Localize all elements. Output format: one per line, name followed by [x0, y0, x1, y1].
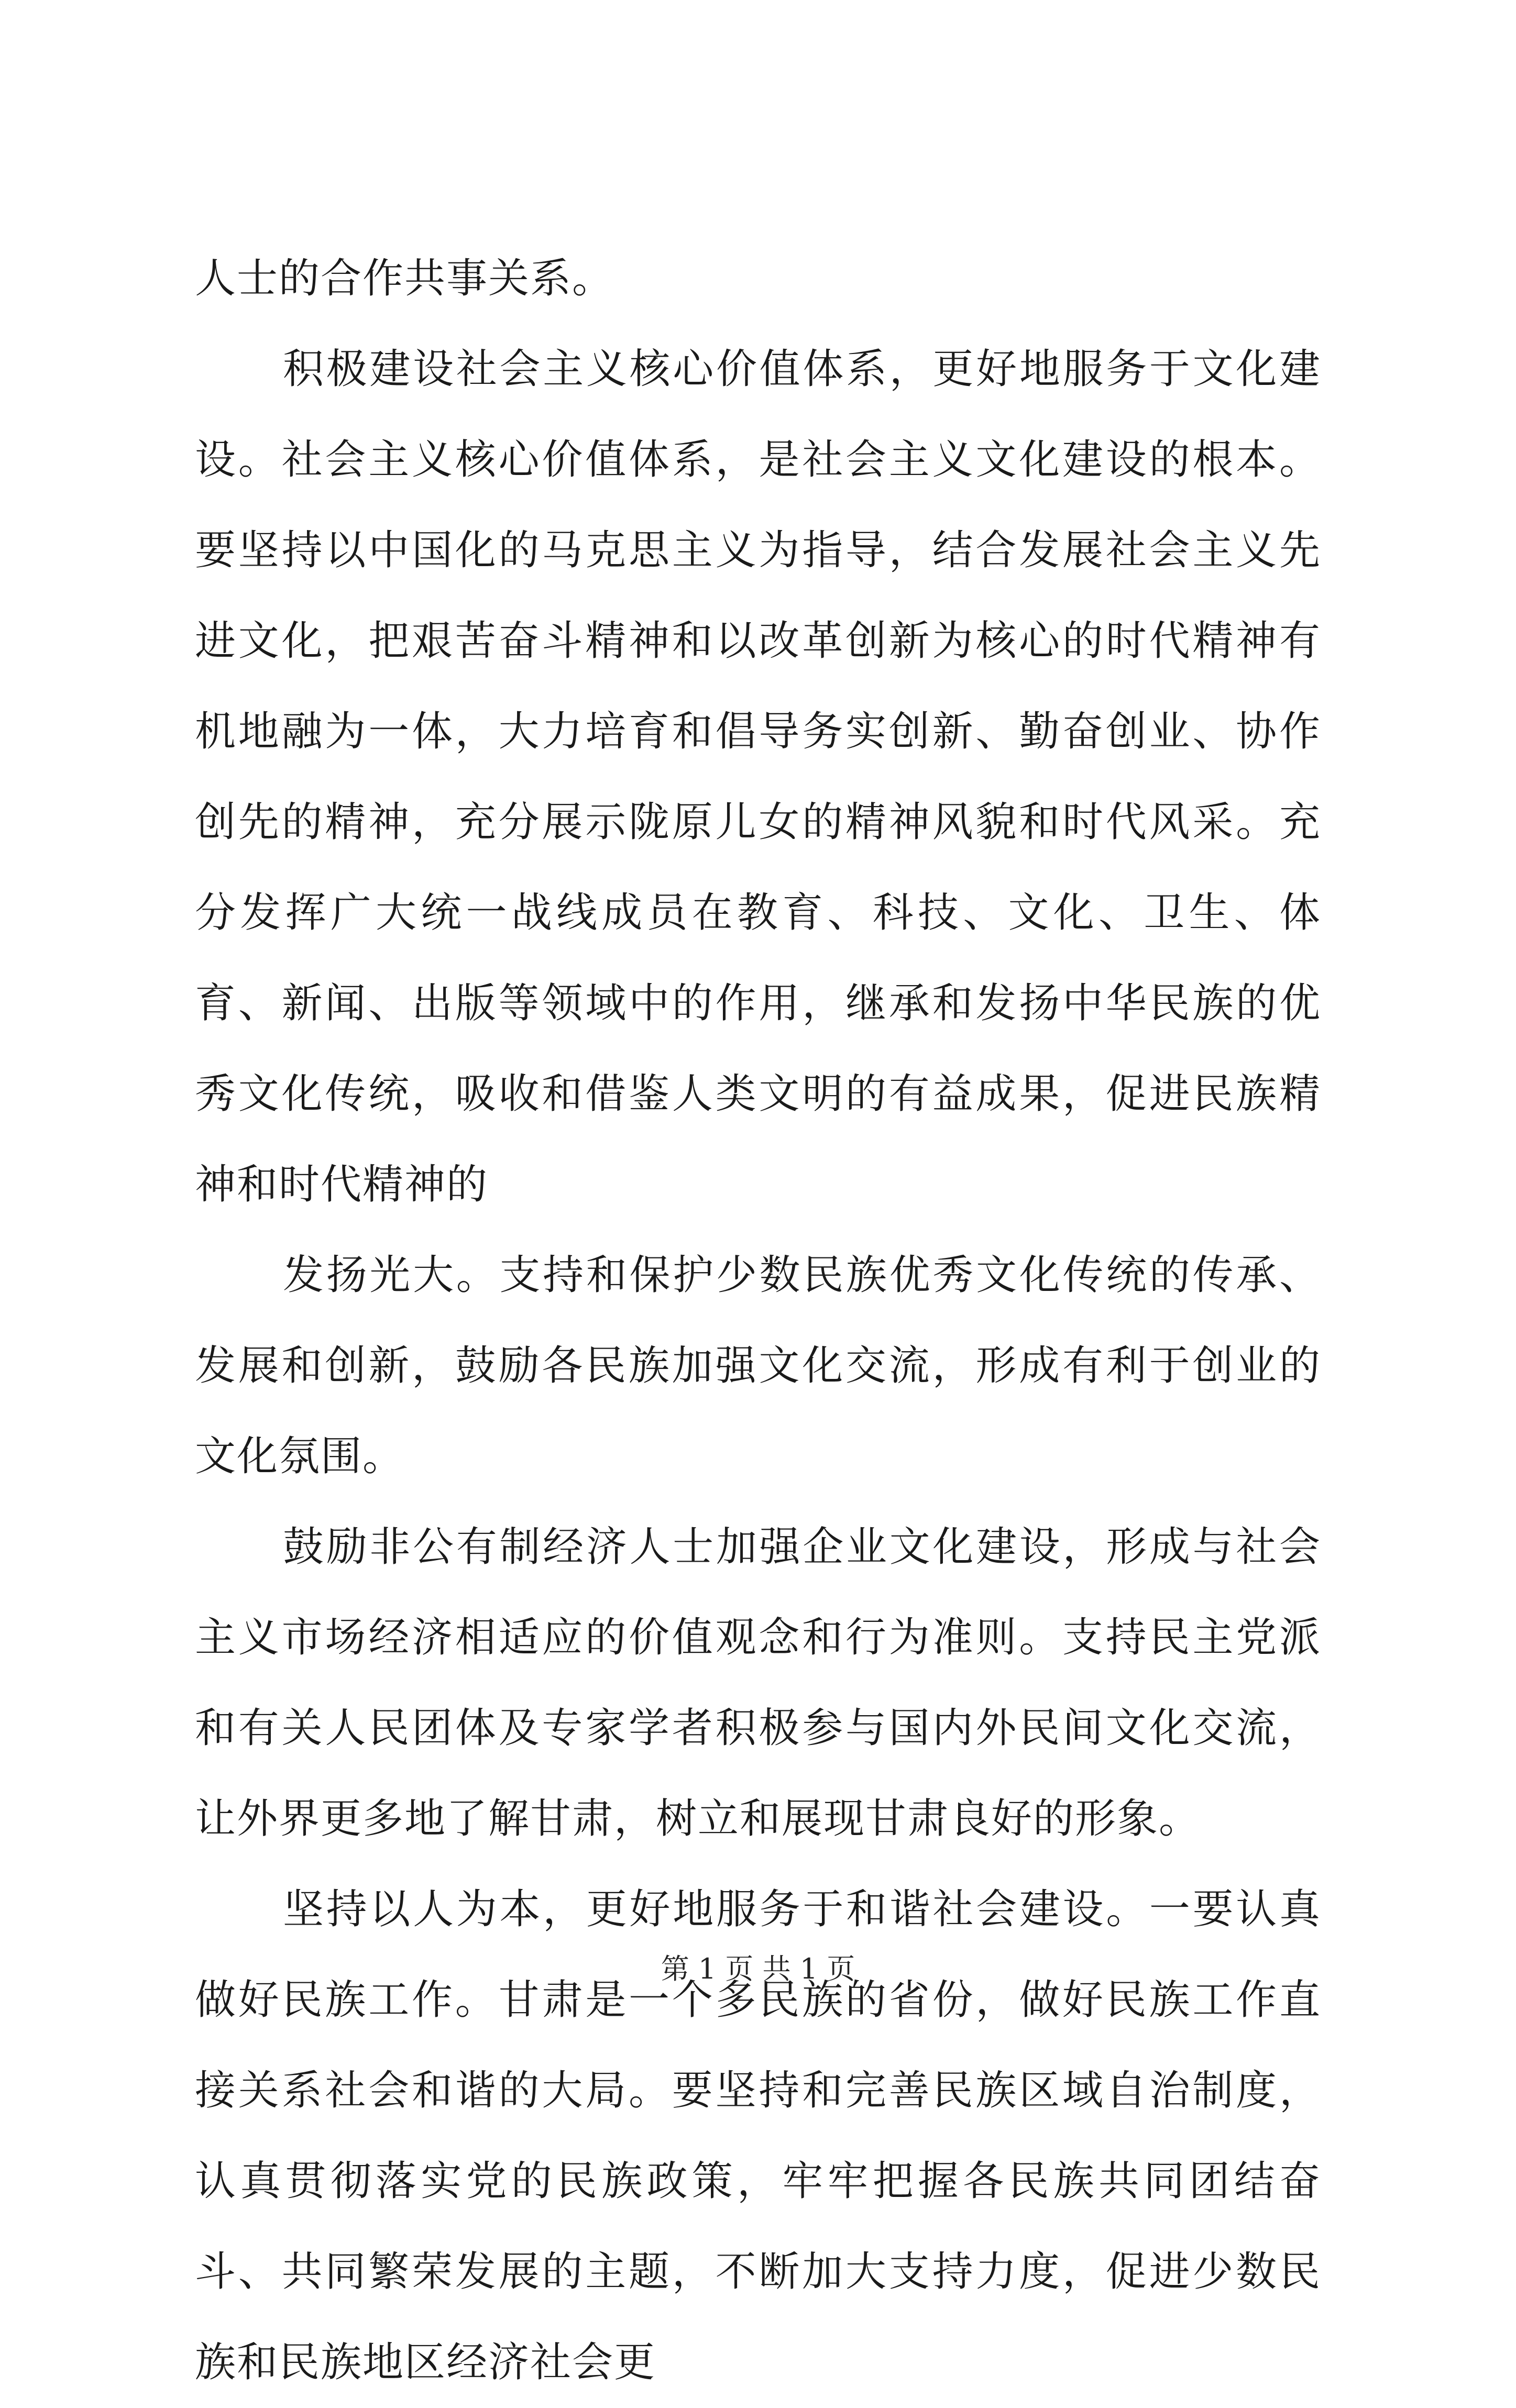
page-number-label: 第 1 页 共 1 页: [661, 1952, 855, 1985]
paragraph-3: 发扬光大。支持和保护少数民族优秀文化传统的传承、发展和创新，鼓励各民族加强文化交流，形成有利于创业的文化氛围。: [195, 1252, 1321, 1480]
page-footer: [0, 1948, 1516, 1990]
document-body: [195, 234, 1321, 2408]
paragraph-4: 鼓励非公有制经济人士加强企业文化建设，形成与社会主义市场经济相适应的价值观念和行为准则。支持民主党派和有关人民团体及专家学者积极参与国内外民间文化交流，让外界更多地了解甘肃，树立和展现甘肃良好的形象。: [195, 1523, 1321, 1842]
paragraph-5: 坚持以人为本，更好地服务于和谐社会建设。一要认真做好民族工作。甘肃是一个多民族的省份，做好民族工作直接关系社会和谐的大局。要坚持和完善民族区域自治制度，认真贯彻落实党的民族政策，牢牢把握各民族共同团结奋斗、共同繁荣发展的主题，不断加大支持力度，促进少数民族和民族地区经济社会更: [195, 1886, 1321, 2386]
paragraph-2: 积极建设社会主义核心价值体系，更好地服务于文化建设。社会主义核心价值体系，是社会主义文化建设的根本。要坚持以中国化的马克思主义为指导，结合发展社会主义先进文化，把艰苦奋斗精神和以改革创新为核心的时代精神有机地融为一体，大力培育和倡导务实创新、勤奋创业、协作创先的精神，充分展示陇原儿女的精神风貌和时代风采。充分发挥广大统一战线成员在教育、科技、文化、卫生、体育、新闻、出版等领域中的作用，继承和发扬中华民族的优秀文化传统，吸收和借鉴人类文明的有益成果，促进民族精神和时代精神的: [195, 346, 1321, 1208]
paragraph-1: 人士的合作共事关系。: [195, 255, 614, 302]
